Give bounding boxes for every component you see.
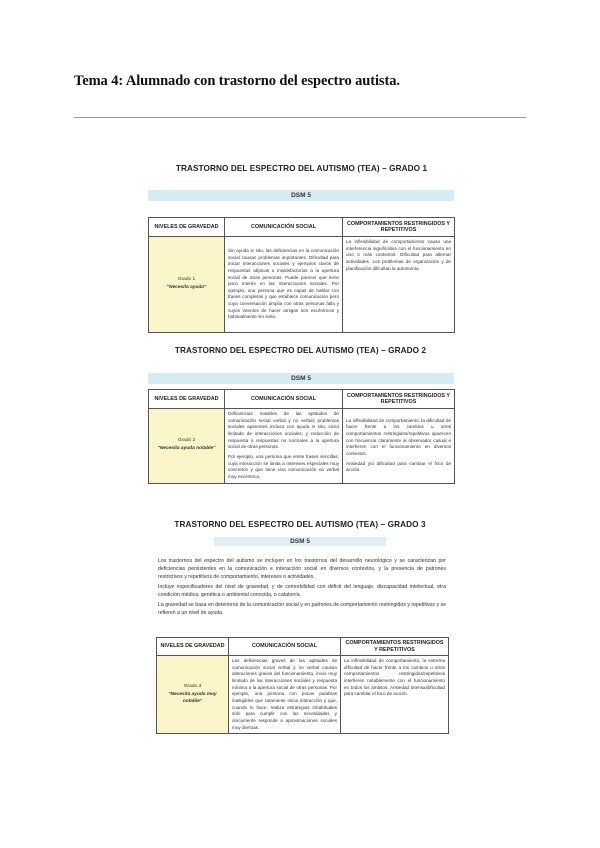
grado2-level-sub: "Necesita ayuda notable" [157,446,216,452]
grado1-header-row [149,218,455,237]
grado2-header-behavior: COMPORTAMIENTOS RESTRINGIDOS Y REPETITIVOS [343,390,455,409]
grado2-behavior-2: Ansiedad y/o dificultad para cambiar el foco de acción. [346,460,451,473]
grado1-level-sub: "Necesita ayuda" [166,285,207,290]
grado1-dsm-bar: DSM 5 [148,190,454,201]
grado2-title: TRASTORNO DEL ESPECTRO DEL AUTISMO (TEA) – GRADO 2 [174,346,427,355]
page-title: Tema 4: Alumnado con trastorno del espectro autista. [74,73,400,89]
grado2-header-row [149,390,455,409]
grado2-header-social: COMUNICACIÓN SOCIAL [225,390,343,409]
grado2-behavior-cell [343,409,455,484]
grado3-table [156,637,449,734]
grado1-level: Grado 1 [177,277,196,283]
grado3-intro-2: Incluye especificadores del nivel de gravedad, y de comorbilidad con déficit del lenguaje, discapacidad intelectual, otra condición médica, genética o ambiental conocida, o catatonía. [158,584,446,599]
grado1-row [149,237,455,333]
grado2-level: Grado 2 [177,438,196,444]
grado1-header-social: COMUNICACIÓN SOCIAL [225,218,343,237]
grado1-social: Sin ayuda in situ, las deficiencias en la comunicación social causan problemas importantes. Dificultad para iniciar interacciones sociales y ejemplos claros de respuestas atípicas o insatisfactorias a la apertura social de otras personas. Puede parecer que tiene poco interés en las interacciones sociales. Por ejemplo, una persona que es capaz de hablar con frases completas y que establece comunicación pero cuya conversación amplia con otras personas falla y cuyos intentos de hacer amigos son excéntricos y habitualmente sin éxito. [225,237,343,333]
grado2-social-2: Por ejemplo, una persona que emite frases sencillas, cuya interacción se limita a intereses especiales muy concretos y que tiene una comunicación no verbal muy excéntrica. [228,453,339,479]
grado1-header-behavior: COMPORTAMIENTOS RESTRINGIDOS Y REPETITIVOS [343,218,455,237]
grado2-behavior-1: La inflexibilidad de comportamiento, la dificultad de hacer frente a los cambios u otros comportamientos restringidos/repetitivos aparecen con frecuencia claramente al observador casual e interfieren con el funcionamiento en diversos contextos. [346,417,451,456]
grado2-header-levels: NIVELES DE GRAVEDAD [149,390,225,409]
grado2-row [149,409,455,484]
grado3-level: Grado 3 [183,683,202,689]
grado3-header-behavior: COMPORTAMIENTOS RESTRINGIDOS Y REPETITIVOS [341,638,449,656]
grado3-level-cell [157,656,229,734]
grado1-header-levels: NIVELES DE GRAVEDAD [149,218,225,237]
grado3-level-sub: "Necesita ayuda muy notable" [168,691,217,704]
grado2-social-1: Deficiencias notables de las aptitudes de comunicación social verbal y no verbal; problemas sociales aparentes incluso con ayuda in situ; inicio limitado de interacciones sociales; y reducción de respuesta o respuestas no normales a la apertura social de otras personas. [228,411,339,450]
grado1-title: TRASTORNO DEL ESPECTRO DEL AUTISMO (TEA) – GRADO 1 [175,164,428,173]
grado3-intro [158,557,446,619]
grado3-header-social: COMUNICACIÓN SOCIAL [229,638,341,656]
grado3-header-levels: NIVELES DE GRAVEDAD [157,638,229,656]
grado2-level-cell [149,409,225,484]
grado1-behavior: La inflexibilidad de comportamiento causa una interferencia significativa con el funcionamiento en uno o más contextos. Dificultad para alternar actividades. Los problemas de organización y de planificación dificultan la autonomía. [343,237,455,333]
grado3-behavior: La inflexibilidad de comportamiento, la extrema dificultad de hacer frente a los cambios u otros comportamientos restringidos/repetitivos interfieren notablemente con el funcionamiento en todos los ámbitos. Ansiedad intensa/dificultad para cambiar el foco de acción. [341,656,449,734]
grado2-table [148,389,455,484]
grado1-level-cell [149,237,225,333]
grado3-social: Las deficiencias graves de las aptitudes de comunicación social verbal y no verbal causan alteraciones graves del funcionamiento, inicio muy limitado de las interacciones sociales y respuesta mínima a la apertura social de otras personas. Por ejemplo, una persona con pocas palabras inteligibles que raramente inicia interacción y que, cuando lo hace, realiza estrategias inhabituales sólo para cumplir con las necesidades y únicamente responde a aproximaciones sociales muy directas. [229,656,341,734]
grado3-row [157,656,449,734]
grado2-social-cell [225,409,343,484]
grado3-intro-3: La gravedad se basa en deterioros de la comunicación social y en patrones de comportamiento restringidos y repetitivos y se refieren a un nivel de ayuda. [158,602,446,617]
grado2-dsm-bar: DSM 5 [148,373,454,384]
grado1-table [148,217,455,333]
grado3-intro-1: Los trastornos del espectro del autismo se incluyen en los trastornos del desarrollo neurológico y se caracterizan por deficiencias persistentes en la comunicación e interacción social en diversos contextos, y la presencia de patrones restrictivos y repetitivos de comportamiento, intereses o actividades. [158,558,446,581]
grado3-dsm-bar: DSM 5 [214,537,386,546]
title-divider [74,117,526,118]
grado3-title: TRASTORNO DEL ESPECTRO DEL AUTISMO (TEA) – GRADO 3 [174,520,426,529]
grado3-header-row [157,638,449,656]
